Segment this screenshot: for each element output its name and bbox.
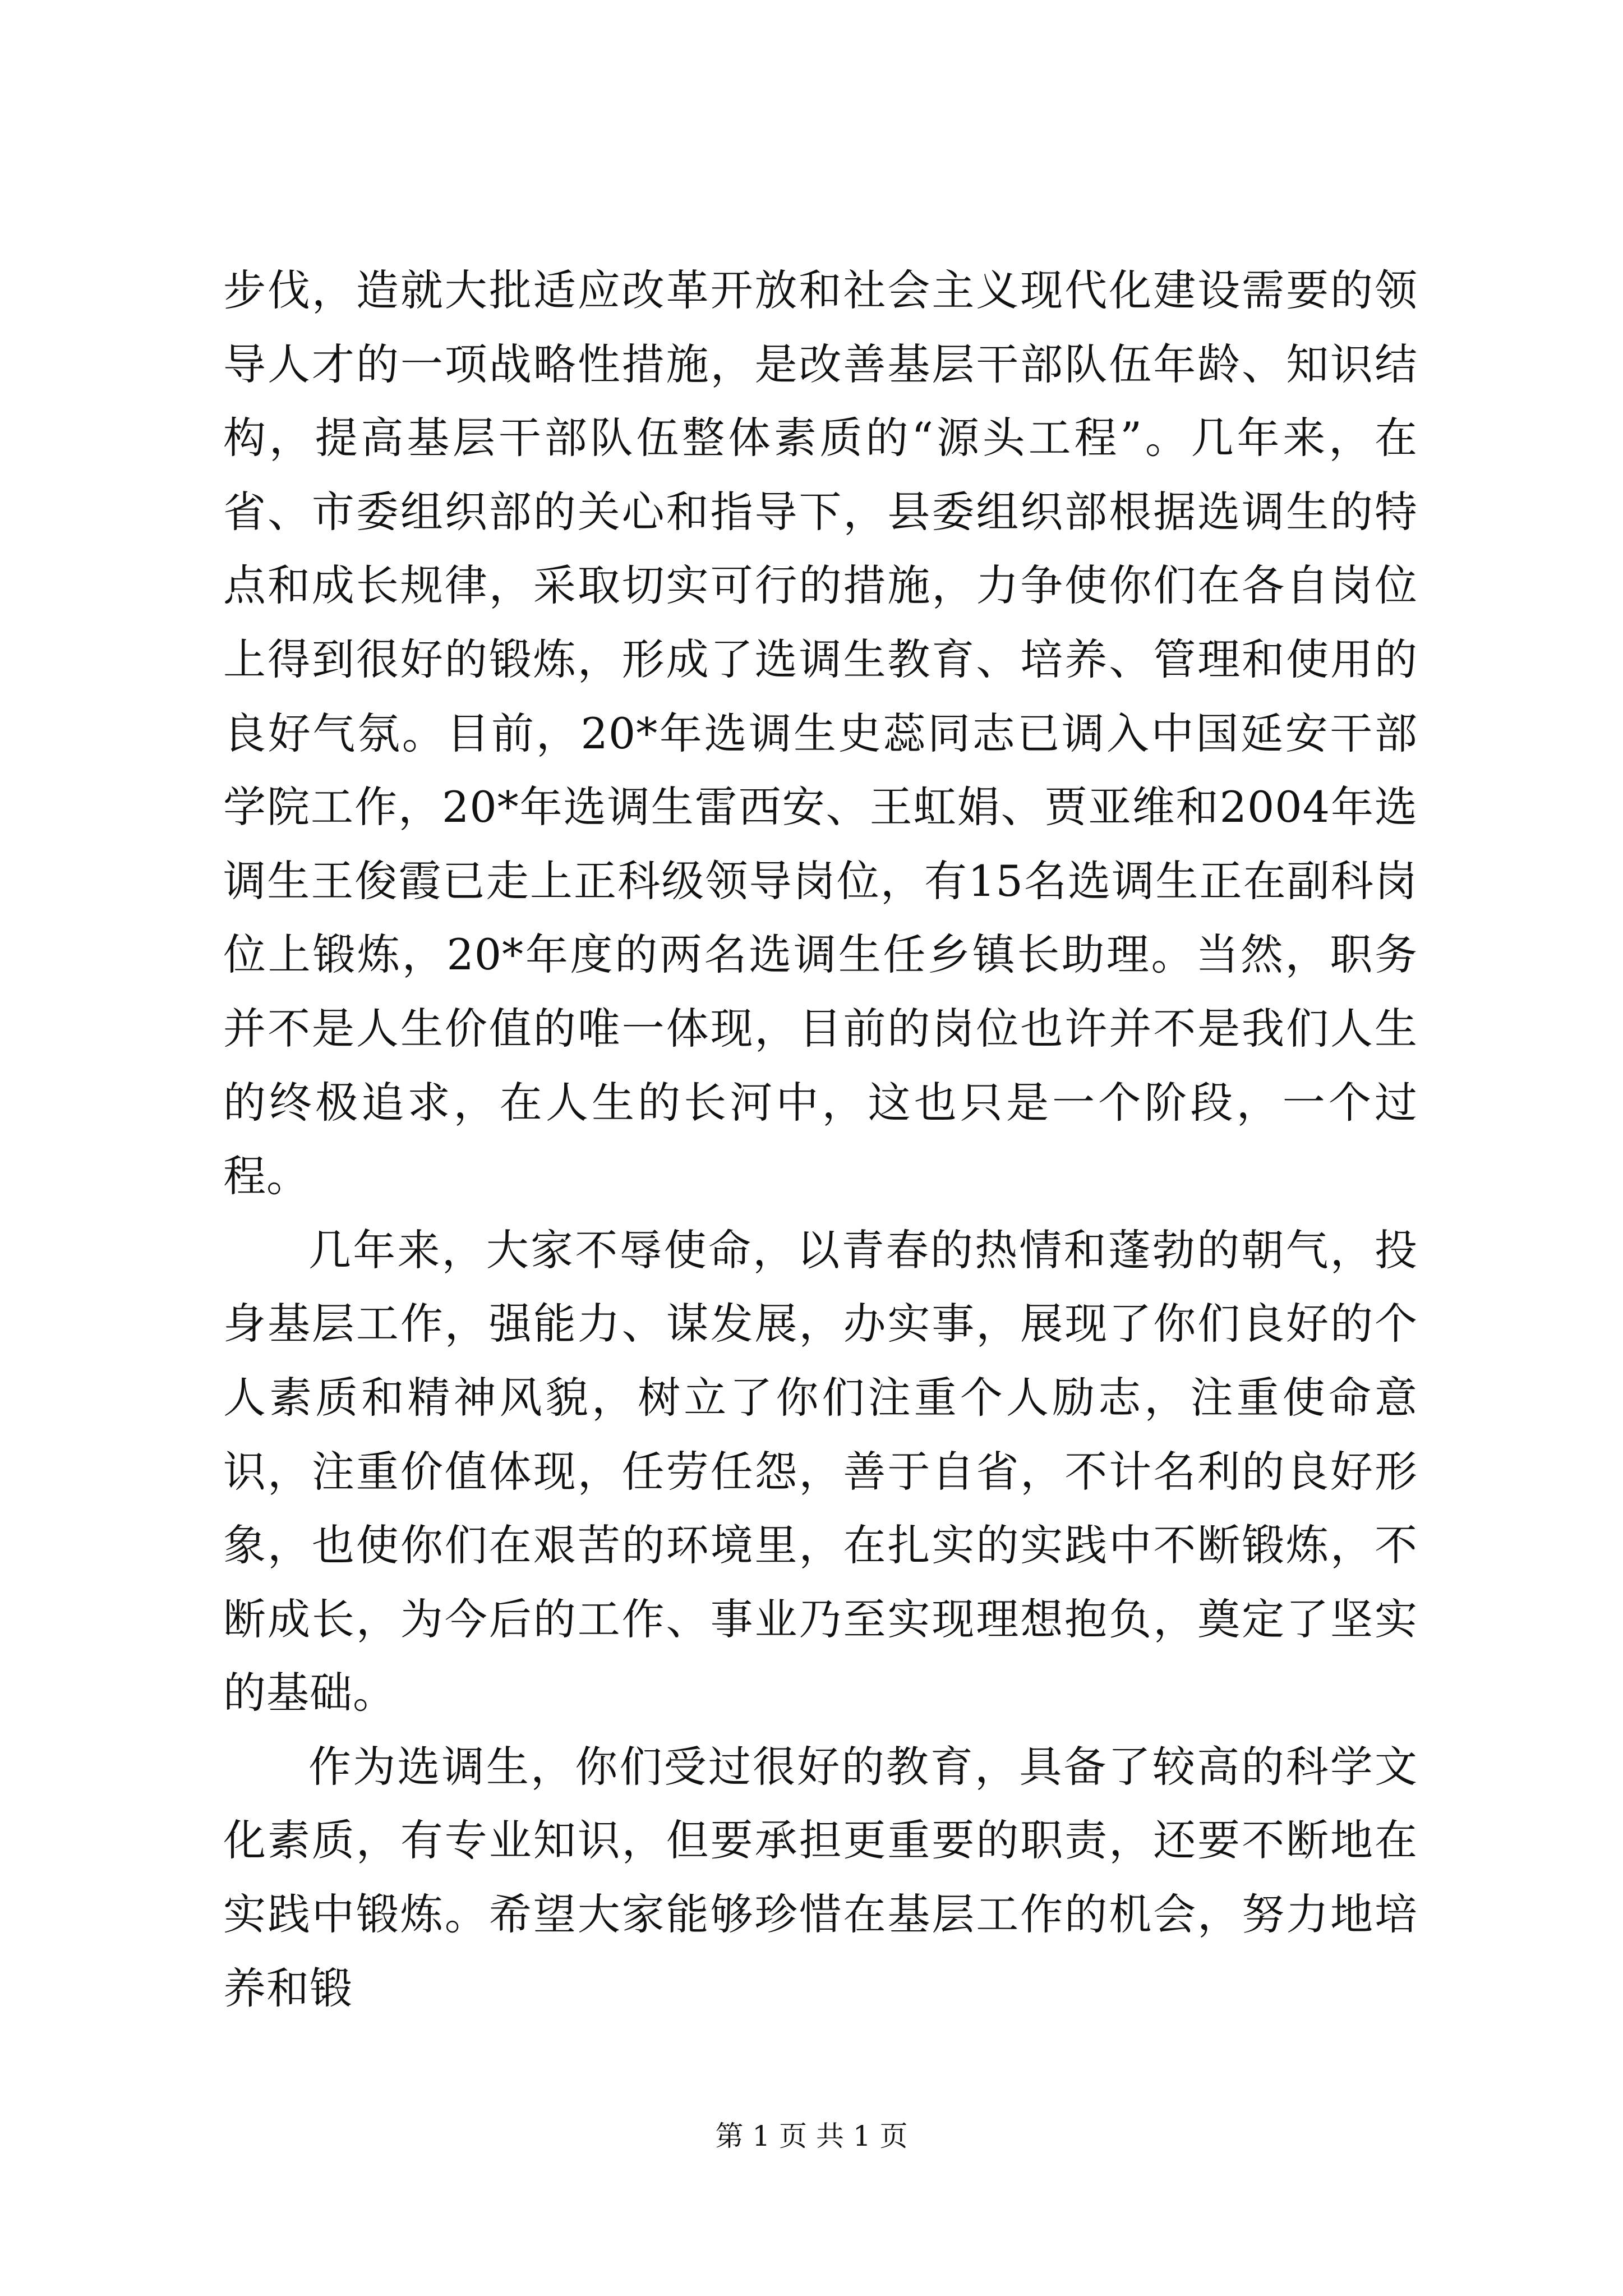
paragraph-3: 作为选调生，你们受过很好的教育，具备了较高的科学文化素质，有专业知识，但要承担更重要的职责，还要不断地在实践中锻炼。希望大家能够珍惜在基层工作的机会，努力地培养和锻 [223,1741,1418,2013]
page-footer: 第 1 页 共 1 页 [715,2120,908,2152]
paragraph-1: 步伐，造就大批适应改革开放和社会主义现代化建设需要的领导人才的一项战略性措施，是改善基层干部队伍年龄、知识结构，提高基层干部队伍整体素质的“源头工程”。几年来，在省、市委组织部的关心和指导下，县委组织部根据选调生的特点和成长规律，采取切实可行的措施，力争使你们在各自岗位上得到很好的锻炼，形成了选调生教育、培养、管理和使用的良好气氛。目前，20*年选调生史蕊同志已调入中国延安干部学院工作，20*年选调生雷西安、王虹娟、贾亚维和2004年选调生王俊霞已走上正科级领导岗位，有15名选调生正在副科岗位上锻炼，20*年度的两名选调生任乡镇长助理。当然，职务并不是人生价值的唯一体现，目前的岗位也许并不是我们人生的终极追求，在人生的长河中，这也只是一个阶段，一个过程。 [223,265,1418,1202]
paragraph-2: 几年来，大家不辱使命，以青春的热情和蓬勃的朝气，投身基层工作，强能力、谋发展，办实事，展现了你们良好的个人素质和精神风貌，树立了你们注重个人励志，注重使命意识，注重价值体现，任劳任怨，善于自省，不计名利的良好形象，也使你们在艰苦的环境里，在扎实的实践中不断锻炼，不断成长，为今后的工作、事业乃至实现理想抱负，奠定了坚实的基础。 [223,1225,1418,1718]
body-text [223,254,1418,2025]
